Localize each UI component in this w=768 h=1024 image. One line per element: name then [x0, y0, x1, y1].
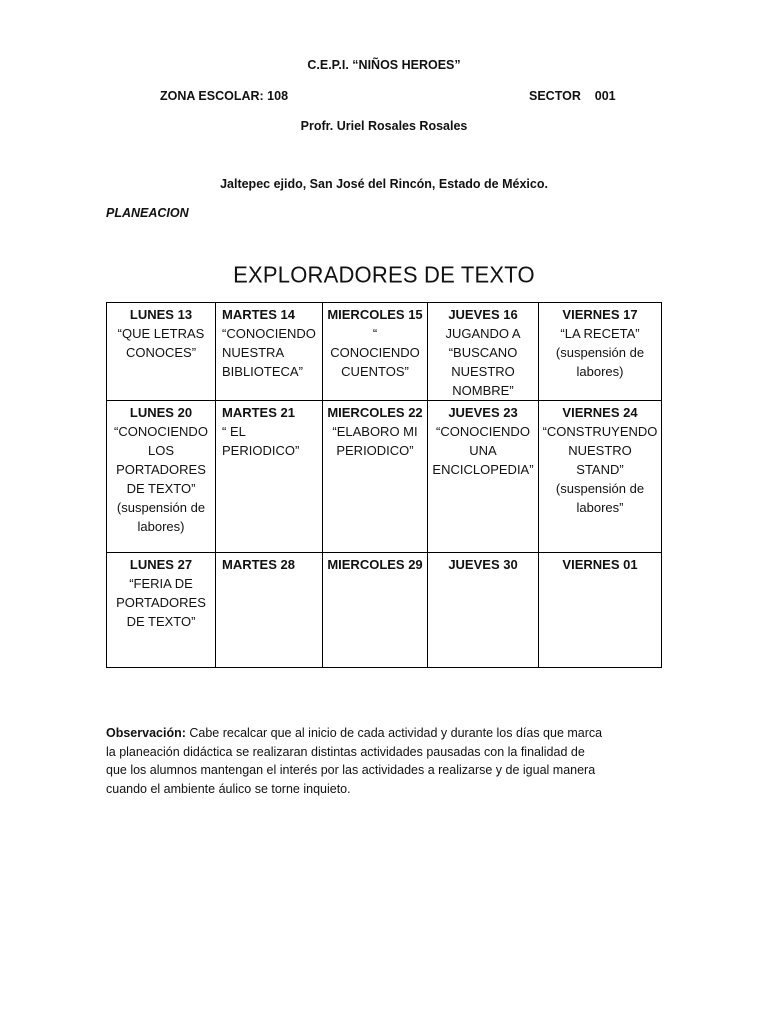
- schedule-cell: [216, 303, 323, 401]
- day-label: MIERCOLES 29: [327, 557, 423, 572]
- table-row: [107, 303, 662, 401]
- teacher-name: Profr. Uriel Rosales Rosales: [300, 119, 468, 133]
- schedule-cell: [539, 303, 662, 401]
- location: Jaltepec ejido, San José del Rincón, Estado de México.: [220, 177, 548, 191]
- schedule-cell: [107, 553, 216, 668]
- schedule-cell: [323, 553, 428, 668]
- activity-text: “CONSTRUYENDO NUESTRO STAND” (suspensión de labores”: [542, 424, 658, 515]
- sector: SECTOR 001: [529, 89, 616, 103]
- day-label: LUNES 20: [129, 405, 193, 420]
- day-label: JUEVES 23: [448, 405, 518, 420]
- schedule-cell: [428, 303, 539, 401]
- day-label: MARTES 28: [222, 557, 295, 572]
- activity-text: “LA RECETA” (suspensión de labores): [555, 326, 645, 379]
- day-label: MIERCOLES 15: [327, 307, 423, 322]
- table-row: [107, 553, 662, 668]
- section-label: PLANEACION: [106, 206, 189, 220]
- schedule-cell: [539, 401, 662, 553]
- day-label: JUEVES 30: [448, 557, 518, 572]
- activity-text: “ CONOCIENDO CUENTOS”: [330, 326, 420, 379]
- activity-text: “CONOCIENDO LOS PORTADORES DE TEXTO” (suspensión de labores): [114, 424, 208, 534]
- day-label: MARTES 14: [222, 307, 295, 322]
- day-label: VIERNES 17: [562, 307, 638, 322]
- schedule-cell: [107, 401, 216, 553]
- document-title: EXPLORADORES DE TEXTO: [233, 261, 535, 288]
- activity-text: “QUE LETRAS CONOCES”: [117, 326, 205, 360]
- schedule-cell: [216, 553, 323, 668]
- activity-text: “CONOCIENDO UNA ENCICLOPEDIA”: [432, 424, 534, 477]
- schedule-cell: [323, 401, 428, 553]
- schedule-cell: [428, 401, 539, 553]
- schedule-cell: [107, 303, 216, 401]
- day-label: LUNES 13: [129, 307, 193, 322]
- day-label: MARTES 21: [222, 405, 295, 420]
- day-label: MIERCOLES 22: [327, 405, 423, 420]
- observation-paragraph: [106, 724, 606, 798]
- zona-escolar: ZONA ESCOLAR: 108: [160, 89, 289, 103]
- day-label: LUNES 27: [129, 557, 193, 572]
- schedule-cell: [539, 553, 662, 668]
- schedule-cell: [428, 553, 539, 668]
- observation-text: Cabe recalcar que al inicio de cada actividad y durante los días que marca la planeación didáctica se realizaran distintas actividades pausadas con la finalidad de que los alumnos mantengan el interés por las actividades a realizarse y de igual manera cuando el ambiente áulico se torne inquieto.: [106, 726, 603, 796]
- activity-text: “ELABORO MI PERIODICO”: [332, 424, 418, 458]
- schedule-cell: [323, 303, 428, 401]
- school-name: C.E.P.I. “NIÑOS HEROES”: [307, 58, 461, 72]
- activity-text: “CONOCIENDO NUESTRA BIBLIOTECA”: [222, 326, 316, 379]
- observation-label: Observación:: [106, 726, 186, 740]
- schedule-table: [106, 302, 662, 668]
- schedule-cell: [216, 401, 323, 553]
- table-row: [107, 401, 662, 553]
- day-label: JUEVES 16: [448, 307, 518, 322]
- activity-text: JUGANDO A “BUSCANO NUESTRO NOMBRE”: [445, 326, 521, 398]
- activity-text: “FERIA DE PORTADORES DE TEXTO”: [116, 576, 206, 629]
- day-label: VIERNES 01: [562, 557, 638, 572]
- activity-text: “ EL PERIODICO”: [222, 424, 300, 458]
- day-label: VIERNES 24: [562, 405, 638, 420]
